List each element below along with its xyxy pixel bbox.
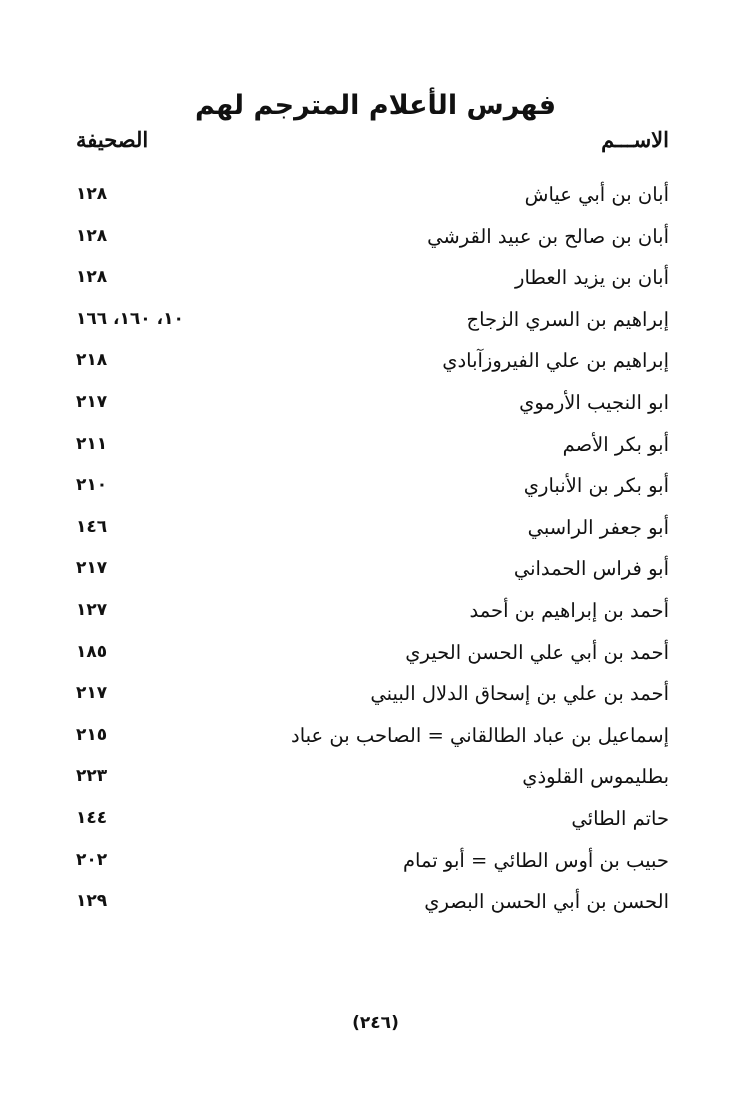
entry-name: أبو جعفر الراسبي [527,515,669,539]
index-entry-list [76,174,669,923]
entry-pages: ٢١٥ [76,724,108,745]
index-entry [76,548,669,590]
index-entry [76,174,669,216]
entry-pages: ١٢٨ [76,184,108,204]
entry-pages: ٢١٨ [76,350,108,371]
index-entry [76,673,669,715]
entry-pages: ٢١٠ [76,475,108,496]
entry-pages: ٢٢٣ [76,766,108,787]
entry-pages: ١٤٦ [76,516,108,537]
page-title: فهرس الأعلام المترجم لهم [194,90,557,122]
entry-name: حاتم الطائي [571,806,669,830]
entry-pages: ١٨٥ [76,641,108,662]
index-entry [76,715,669,757]
entry-pages: ١٤٤ [76,807,108,828]
index-entry [76,881,669,923]
index-entry [76,632,669,674]
entry-name: أبو فراس الحمداني [513,557,669,581]
entry-name: الحسن بن أبي الحسن البصري [424,890,669,914]
entry-name: أحمد بن علي بن إسحاق الدلال البيني [370,682,669,706]
index-entry [76,299,669,341]
entry-name: ابو النجيب الأرموي [519,390,669,414]
entry-pages: ١٢٧ [76,599,108,620]
entry-pages: ٢١٧ [76,558,108,579]
entry-name: أبان بن صالح بن عبيد القرشي [427,224,669,248]
index-entry [76,340,669,382]
entry-name: أبان بن أبي عياش [524,183,669,206]
entry-name: إبراهيم بن السري الزجاج [466,307,669,331]
entry-pages: ١٢٨ [76,225,108,246]
index-entry [76,840,669,882]
entry-pages: ١٢٩ [76,891,108,912]
entry-name: إسماعيل بن عباد الطالقاني = الصاحب بن عباد [291,723,669,747]
entry-name: أبو بكر الأصم [562,432,669,456]
index-entry [76,382,669,424]
entry-name: بطليموس القلوذي [522,765,669,789]
entry-pages: ١٢٨ [76,267,108,288]
entry-pages: ٢٠٢ [76,849,108,870]
index-entry [76,216,669,258]
index-entry [76,590,669,632]
entry-name: حبيب بن أوس الطائي = أبو تمام [402,848,669,872]
name-column-header: الاســـم [601,127,669,152]
index-entry [76,424,669,466]
entry-name: أحمد بن أبي علي الحسن الحيري [405,640,669,664]
page-number: (٢٤٦) [352,1013,399,1033]
entry-name: أبو بكر بن الأنباري [523,474,669,498]
column-header-row [76,120,669,160]
entry-pages: ٢١٧ [76,391,108,412]
index-entry [76,756,669,798]
index-entry [76,798,669,840]
index-entry [76,507,669,549]
entry-name: أحمد بن إبراهيم بن أحمد [469,598,669,622]
index-entry [76,465,669,507]
entry-name: أبان بن يزيد العطار [515,266,669,290]
page-column-header: الصحيفة [76,127,149,152]
entry-pages: ٢١١ [76,433,108,454]
entry-pages: ١٠، ١٦٠، ١٦٦ [76,308,184,329]
entry-name: إبراهيم بن علي الفيروزآبادي [442,349,669,373]
entry-pages: ٢١٧ [76,683,108,704]
index-entry [76,257,669,299]
